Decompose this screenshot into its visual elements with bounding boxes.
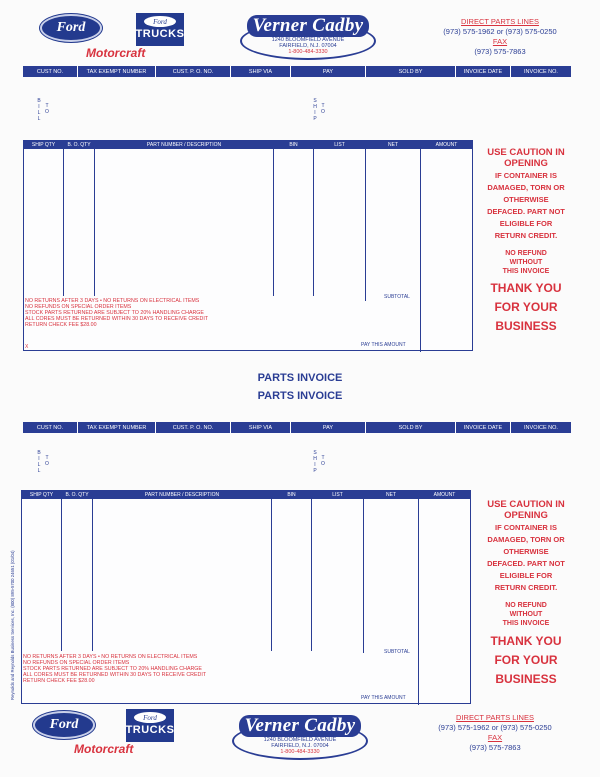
ford-logo-bottom: Ford (33, 711, 95, 739)
dealer-logo (240, 15, 376, 60)
ship-to-label-bottom: S H I P (313, 450, 317, 474)
invoice-title-1: PARTS INVOICE (257, 372, 343, 384)
parts-table-header: SHIP QTY B. O. QTY PART NUMBER / DESCRIPTION BIN LIST NET AMOUNT (24, 141, 472, 149)
fax-number: (973) 575-7863 (474, 47, 526, 56)
header-columns: CUST NO. TAX EXEMPT NUMBER CUST. P. O. NO. SHIP VIA PAY SOLD BY INVOICE DATE INVOICE NO. (23, 66, 571, 77)
dealer-logo-bottom: Verner Cadby 1240 BLOOMFIELD AVENUE FAIRFIELD, N.J. 07004 1-800-484-3330 (232, 722, 368, 760)
invoice-title-2: PARTS INVOICE (257, 390, 343, 402)
bill-to-label-to: T O (45, 103, 49, 115)
parts-table-header-bottom: SHIP QTY B. O. QTY PART NUMBER / DESCRIPTION BIN LIST NET AMOUNT (22, 491, 470, 499)
ford-trucks-logo-bottom: Ford TRUCKS (126, 709, 174, 742)
ship-to-label-to-bottom: T O (321, 455, 325, 467)
dealer-phone: 1-800-484-3330 (288, 49, 328, 55)
dealer-name: Verner Cadby (247, 15, 370, 37)
motorcraft-logo: Motorcraft (86, 46, 146, 60)
subtotal-label: SUBTOTAL (384, 294, 410, 300)
return-policy-notes-bottom: NO RETURNS AFTER 3 DAYS • NO RETURNS ON ELECTRICAL ITEMS NO REFUNDS ON SPECIAL ORDER ITEMS STOCK PARTS RETURNED ARE SUBJECT TO 20% HANDLING CHARGE ALL CORES MUST BE RETURNED WITHIN 30 DAYS TO RECEIVE CREDIT RETURN CHECK FEE $28.00 (23, 654, 207, 684)
dealer-address-1: 1240 BLOOMFIELD AVENUE (271, 37, 345, 43)
signature-mark: X (25, 344, 29, 350)
bill-to-label-bottom: B I L L (37, 450, 41, 474)
parts-table-bottom (21, 490, 471, 704)
pay-amount-label: PAY THIS AMOUNT (361, 342, 406, 348)
ship-to-label-to: T O (321, 103, 325, 115)
caution-block-top: USE CAUTION IN OPENING IF CONTAINER IS DAMAGED, TORN OR OTHERWISE DEFACED. PART NOT ELIGIBLE FOR RETURN CREDIT. NO REFUND WITHOUT THIS INVOICE THANK YOU FOR YOUR BUSINESS (487, 147, 565, 333)
printer-imprint: Reynolds and Reynolds Business Services, Inc. (800) 895-5700 24651 (01/04) (10, 550, 15, 700)
direct-lines-label: DIRECT PARTS LINES (461, 17, 539, 26)
dealer-address-2: FAIRFIELD, N.J. 07004 (279, 43, 337, 49)
ford-logo: Ford (40, 14, 102, 42)
caution-block-bottom: USE CAUTION IN OPENING IF CONTAINER IS DAMAGED, TORN OR OTHERWISE DEFACED. PART NOT ELIGIBLE FOR RETURN CREDIT. NO REFUND WITHOUT THIS INVOICE THANK YOU FOR YOUR BUSINESS (487, 499, 565, 686)
ship-to-label: S H I P (313, 98, 317, 122)
bill-to-label-to-bottom: T O (45, 455, 49, 467)
contact-block-bottom: DIRECT PARTS LINES (973) 575-1962 or (973) 575-0250 FAX (973) 575-7863 (438, 713, 552, 752)
header-columns-bottom: CUST NO. TAX EXEMPT NUMBER CUST. P. O. NO. SHIP VIA PAY SOLD BY INVOICE DATE INVOICE NO. (23, 422, 571, 433)
ford-trucks-logo: Ford TRUCKS (136, 13, 184, 46)
subtotal-label-bottom: SUBTOTAL (384, 649, 410, 655)
return-policy-notes: NO RETURNS AFTER 3 DAYS • NO RETURNS ON ELECTRICAL ITEMS NO REFUNDS ON SPECIAL ORDER ITEMS STOCK PARTS RETURNED ARE SUBJECT TO 20% HANDLING CHARGE ALL CORES MUST BE RETURNED WITHIN 30 DAYS TO RECEIVE CREDIT RETURN CHECK FEE $28.00 (25, 298, 209, 328)
parts-table-top (23, 140, 473, 351)
fax-label: FAX (492, 37, 508, 46)
bill-to-label: B I L L (37, 98, 41, 122)
direct-lines-numbers: (973) 575-1962 or (973) 575-0250 (443, 27, 557, 36)
motorcraft-logo-bottom: Motorcraft (74, 742, 134, 756)
pay-amount-label-bottom: PAY THIS AMOUNT (361, 695, 406, 701)
contact-block (430, 17, 570, 57)
